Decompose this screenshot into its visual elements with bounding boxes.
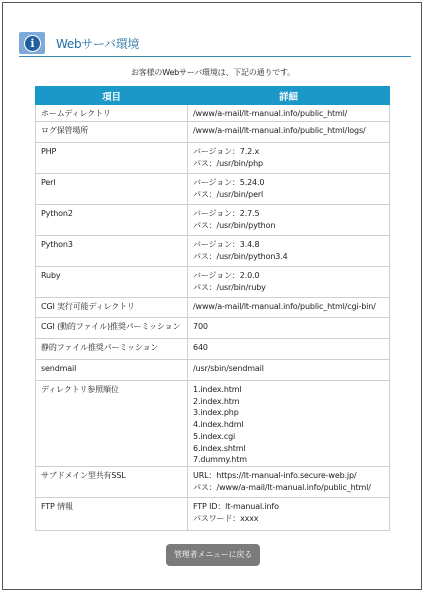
row-detail-line: パス：/www/a-mail/lt-manual.info/public_html/ (193, 482, 371, 492)
row-item-text: ログ保管場所 (41, 126, 89, 135)
row-detail-line: 7.dummy.htm (193, 455, 247, 465)
row-detail-line: パス：/usr/bin/python (193, 220, 276, 230)
row-item-text: FTP 情報 (41, 501, 73, 511)
table-row (36, 298, 390, 318)
table-row (36, 236, 390, 267)
row-item-label (36, 381, 188, 467)
row-detail (188, 381, 390, 467)
section-header (19, 34, 411, 57)
row-item-label (36, 360, 188, 381)
row-detail-line: /www/a-mail/lt-manual.info/public_html/logs/ (193, 126, 366, 135)
row-detail-line: バージョン：2.0.0 (193, 271, 260, 280)
row-detail (188, 236, 390, 267)
header-item: 項目 (36, 87, 188, 105)
row-detail (188, 174, 390, 205)
page-title: Webサーバ環境 (56, 37, 140, 51)
back-to-admin-menu-button[interactable]: 管理者メニューに戻る (166, 544, 260, 566)
row-detail-line: パスワード：xxxx (193, 513, 259, 523)
row-item-text: CGI (動的ファイル)推奨パーミッション (41, 322, 181, 331)
row-detail-line: 640 (193, 343, 208, 352)
row-item-label (36, 143, 188, 174)
row-item-text: Ruby (41, 271, 61, 280)
table-header-row (36, 87, 390, 105)
row-detail-line: URL：https://lt-manual-info.secure-web.jp/ (193, 470, 357, 480)
table-row (36, 339, 390, 360)
row-detail (188, 360, 390, 381)
row-detail (188, 298, 390, 318)
row-item-label (36, 236, 188, 267)
row-detail-line: /www/a-mail/lt-manual.info/public_html/ (193, 109, 348, 118)
row-detail-line: バージョン：2.7.5 (193, 209, 260, 218)
table-row (36, 267, 390, 298)
row-detail-line: バージョン：3.4.8 (193, 240, 260, 249)
row-detail-line: パス：/usr/bin/php (193, 158, 263, 168)
row-item-label (36, 466, 188, 497)
row-detail-line: 2.index.htm (193, 396, 240, 406)
row-item-text: ホームディレクトリ (41, 109, 111, 118)
row-detail-line: バージョン：7.2.x (193, 147, 260, 156)
row-item-label (36, 267, 188, 298)
table-row (36, 205, 390, 236)
row-item-label (36, 122, 188, 143)
row-detail-line: パス：/usr/bin/python3.4 (193, 251, 288, 261)
table-row (36, 143, 390, 174)
row-item-text: Perl (41, 178, 56, 187)
row-detail-line: FTP ID：lt-manual.info (193, 501, 279, 511)
row-item-label (36, 174, 188, 205)
row-item-label (36, 339, 188, 360)
row-item-label (36, 497, 188, 530)
intro-text: お客様のWebサーバ環境は、下記の通りです。 (131, 68, 295, 77)
row-item-label (36, 298, 188, 318)
row-detail (188, 143, 390, 174)
row-item-text: PHP (41, 147, 57, 156)
row-item-text: CGI 実行可能ディレクトリ (41, 302, 135, 311)
row-detail-line: パス：/usr/bin/ruby (193, 282, 266, 292)
row-detail-line: バージョン：5.24.0 (193, 178, 265, 187)
row-detail-line: パス：/usr/bin/perl (193, 189, 264, 199)
row-item-label (36, 318, 188, 339)
row-item-label (36, 105, 188, 122)
row-detail-line: 1.index.html (193, 385, 242, 394)
row-detail-line: /www/a-mail/lt-manual.info/public_html/cgi-bin/ (193, 302, 376, 311)
row-detail (188, 318, 390, 339)
row-detail (188, 122, 390, 143)
info-icon: i (19, 32, 45, 54)
table-row (36, 381, 390, 467)
header-detail: 詳細 (188, 87, 390, 105)
row-item-text: ディレクトリ参照順位 (41, 385, 119, 394)
table-row (36, 318, 390, 339)
table-row (36, 466, 390, 497)
row-item-text: sendmail (41, 364, 77, 373)
row-detail (188, 267, 390, 298)
row-detail-line: 6.index.shtml (193, 443, 246, 453)
server-environment-table (35, 86, 390, 531)
row-detail-line: 3.index.php (193, 408, 239, 418)
row-detail (188, 205, 390, 236)
row-item-text: サブドメイン型共有SSL (41, 470, 126, 480)
table-row (36, 174, 390, 205)
row-detail (188, 339, 390, 360)
row-item-label (36, 205, 188, 236)
row-detail-line: /usr/sbin/sendmail (193, 364, 264, 373)
table-row (36, 122, 390, 143)
row-detail (188, 105, 390, 122)
row-detail-line: 5.index.cgi (193, 431, 236, 441)
table-row (36, 105, 390, 122)
table-row (36, 497, 390, 530)
row-detail-line: 700 (193, 322, 208, 331)
row-detail (188, 497, 390, 530)
row-item-text: Python2 (41, 209, 73, 218)
row-item-text: Python3 (41, 240, 73, 249)
row-detail (188, 466, 390, 497)
row-item-text: 静的ファイル推奨パーミッション (41, 343, 159, 352)
table-row (36, 360, 390, 381)
row-detail-line: 4.index.hdml (193, 420, 244, 430)
